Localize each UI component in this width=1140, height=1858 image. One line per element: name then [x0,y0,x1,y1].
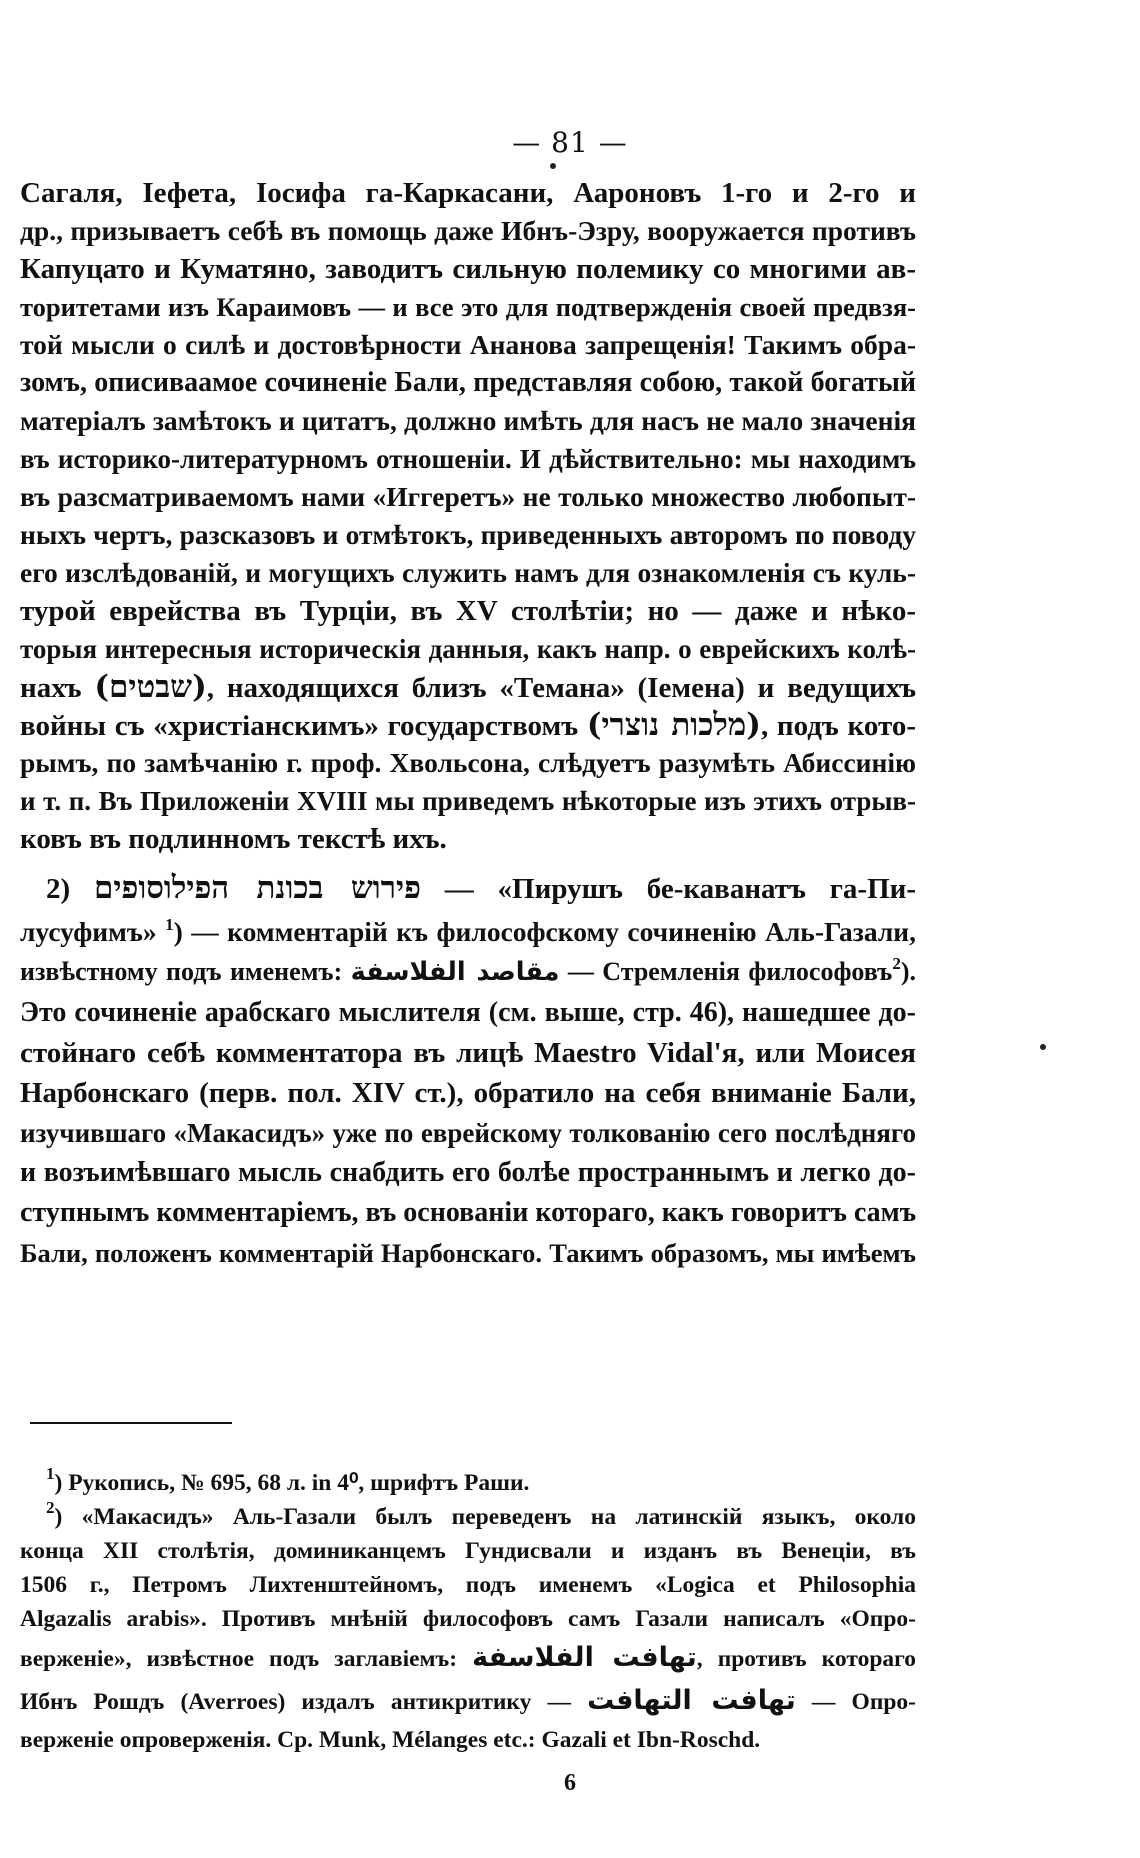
footnote-text: ) Рукопись, № 695, 68 л. in 4⁰, шрифтъ Раши. [54,1470,530,1496]
footnote-2-line [20,1500,916,1534]
page-number: — 81 — [512,126,628,159]
body-line: ковъ въ подлинномъ текстѣ ихъ. [20,823,447,855]
body-line: др., призываетъ себѣ въ помощь даже Ибнъ-Эзру, вооружается противъ [20,215,916,246]
footnote-mark: 1 [46,1464,55,1483]
body-line: торитетами изъ Караимовъ — и все это для подтвержденія своей предвзя- [20,292,916,322]
scan-speck [1040,1044,1046,1050]
arabic-title: تهافت التهافت [587,1685,796,1716]
body-line-with-hebrew [20,705,916,746]
line-text: — Стремленія философовъ [559,957,893,986]
footnote-text: ) «Макасидъ» Аль-Газали былъ переведенъ на латинскій языкъ, около [54,1504,916,1530]
body-line: въ разсматриваемомъ нами «Иггеретъ» не только множество любопыт- [20,481,916,512]
footnote-text: верженіе», извѣстное подъ заглавіемъ: [20,1646,473,1672]
footnote-1 [20,1466,916,1500]
body-line: его изслѣдованій, и могущихъ служить намъ для ознакомленія съ куль- [20,557,916,588]
footnote-2-line-arabic [20,1684,916,1719]
line-text: — «Пирушъ бе-каванатъ га-Пи- [420,873,917,905]
body-line: зомъ, описиваамое сочиненіе Бали, представляя собою, такой богатый [20,367,916,398]
footnote-mark: 2 [46,1498,55,1517]
footnote-text: , противъ котораго [696,1646,916,1672]
line-text: извѣстному подъ именемъ: [20,957,351,986]
footnote-text: Ибнъ Рошдъ (Averroes) издалъ антикритику — [20,1689,588,1715]
footnote-2-line: Algazalis arabis». Противъ мнѣній философовъ самъ Газали написалъ «Опро- [20,1606,916,1632]
body-line: ныхъ чертъ, разсказовъ и отмѣтокъ, приведенныхъ авторомъ по поводу [20,519,916,550]
arabic-title: مقاصد الفلاسفة [350,957,560,987]
line-text: войны съ «христіанскимъ» государствомъ [20,710,587,742]
body-line: стойнаго себѣ комментатора въ лицѣ Maestro Vidal'я, или Моисея [20,1037,916,1069]
body-line: Нарбонскаго (перв. пол. XIV ст.), обратило на себя вниманіе Бали, [20,1077,916,1109]
hebrew-term: (מלכות נוצרי) [586,707,761,743]
item-number: 2) [46,873,71,905]
body-line-with-arabic [20,952,916,992]
line-text: нахъ [20,672,95,704]
scan-speck [550,163,556,169]
body-line: турой еврейства въ Турціи, въ XV столѣтіи; но — даже и нѣко- [20,595,916,627]
body-line: изучившаго «Макасидъ» уже по еврейскому толкованію сего послѣдняго [20,1118,916,1148]
body-line: въ историко-литературномъ отношеніи. И дѣйствительно: мы находимъ [20,444,916,474]
arabic-title: تهافت الفلاسفة [472,1642,697,1673]
item-2-heading [20,868,916,909]
hebrew-title: פירוש בכונת הפילוסופים [93,870,421,906]
line-text: ). [900,957,917,986]
footnote-text: — Опро- [795,1689,917,1715]
body-line: и т. п. Въ Приложеніи XVIII мы приведемъ нѣкоторые изъ этихъ отрыв- [20,786,916,816]
footnote-ref: 2 [892,954,901,973]
body-line: ступнымъ комментаріемъ, въ основаніи котораго, какъ говоритъ самъ [20,1197,917,1228]
footnote-2-line: 1506 г., Петромъ Лихтенштейномъ, подъ именемъ «Logica et Philosophia [20,1572,916,1598]
body-line: той мысли о силѣ и достовѣрности Ананова запрещенія! Такимъ обра- [20,329,916,360]
footnote-2-line: конца XII столѣтія, доминиканцемъ Гундисвали и изданъ въ Венеціи, въ [20,1538,916,1564]
body-line: Капуцато и Куматяно, заводитъ сильную полемику со многими ав- [20,253,916,285]
body-line: рымъ, по замѣчанію г. проф. Хвольсона, слѣдуетъ разумѣть Абиссинію [20,747,916,778]
body-line: и возъимѣвшаго мысль снабдить его болѣе пространнымъ и легко до- [20,1157,916,1188]
footnote-rule [30,1422,232,1424]
footnote-ref: 1 [165,915,174,934]
body-line: торыя интересныя историческія данныя, какъ напр. о еврейскихъ колѣ- [20,634,916,664]
body-line-with-hebrew [20,667,916,708]
footnote-2-line: верженіе опроверженія. Ср. Munk, Mélanges etc.: Gazali et Ibn-Roschd. [20,1727,761,1753]
body-line: Бали, положенъ комментарій Нарбонскаго. Такимъ образомъ, мы имѣемъ [20,1238,916,1268]
line-text: лусуфимъ» [20,916,157,947]
line-text: ) — комментарій къ философскому сочиненію Аль-Газали, [173,916,917,947]
footnote-2-line-arabic [20,1641,916,1676]
line-text: , находящихся близъ «Темана» (Іемена) и ведущихъ [206,672,917,704]
body-line: Сагаля, Іефета, Іосифа га-Каркасани, Аароновъ 1-го и 2-го и [20,177,916,209]
body-line: Это сочиненіе арабскаго мыслителя (см. выше, стр. 46), нашедшее до- [20,997,916,1028]
body-line: матеріалъ замѣтокъ и цитатъ, должно имѣть для насъ не мало значенія [20,405,916,436]
body-line [20,912,916,952]
hebrew-term: (שבטים) [94,669,207,705]
printer-signature: 6 [564,1770,576,1796]
line-text: , подъ кото- [760,710,916,742]
